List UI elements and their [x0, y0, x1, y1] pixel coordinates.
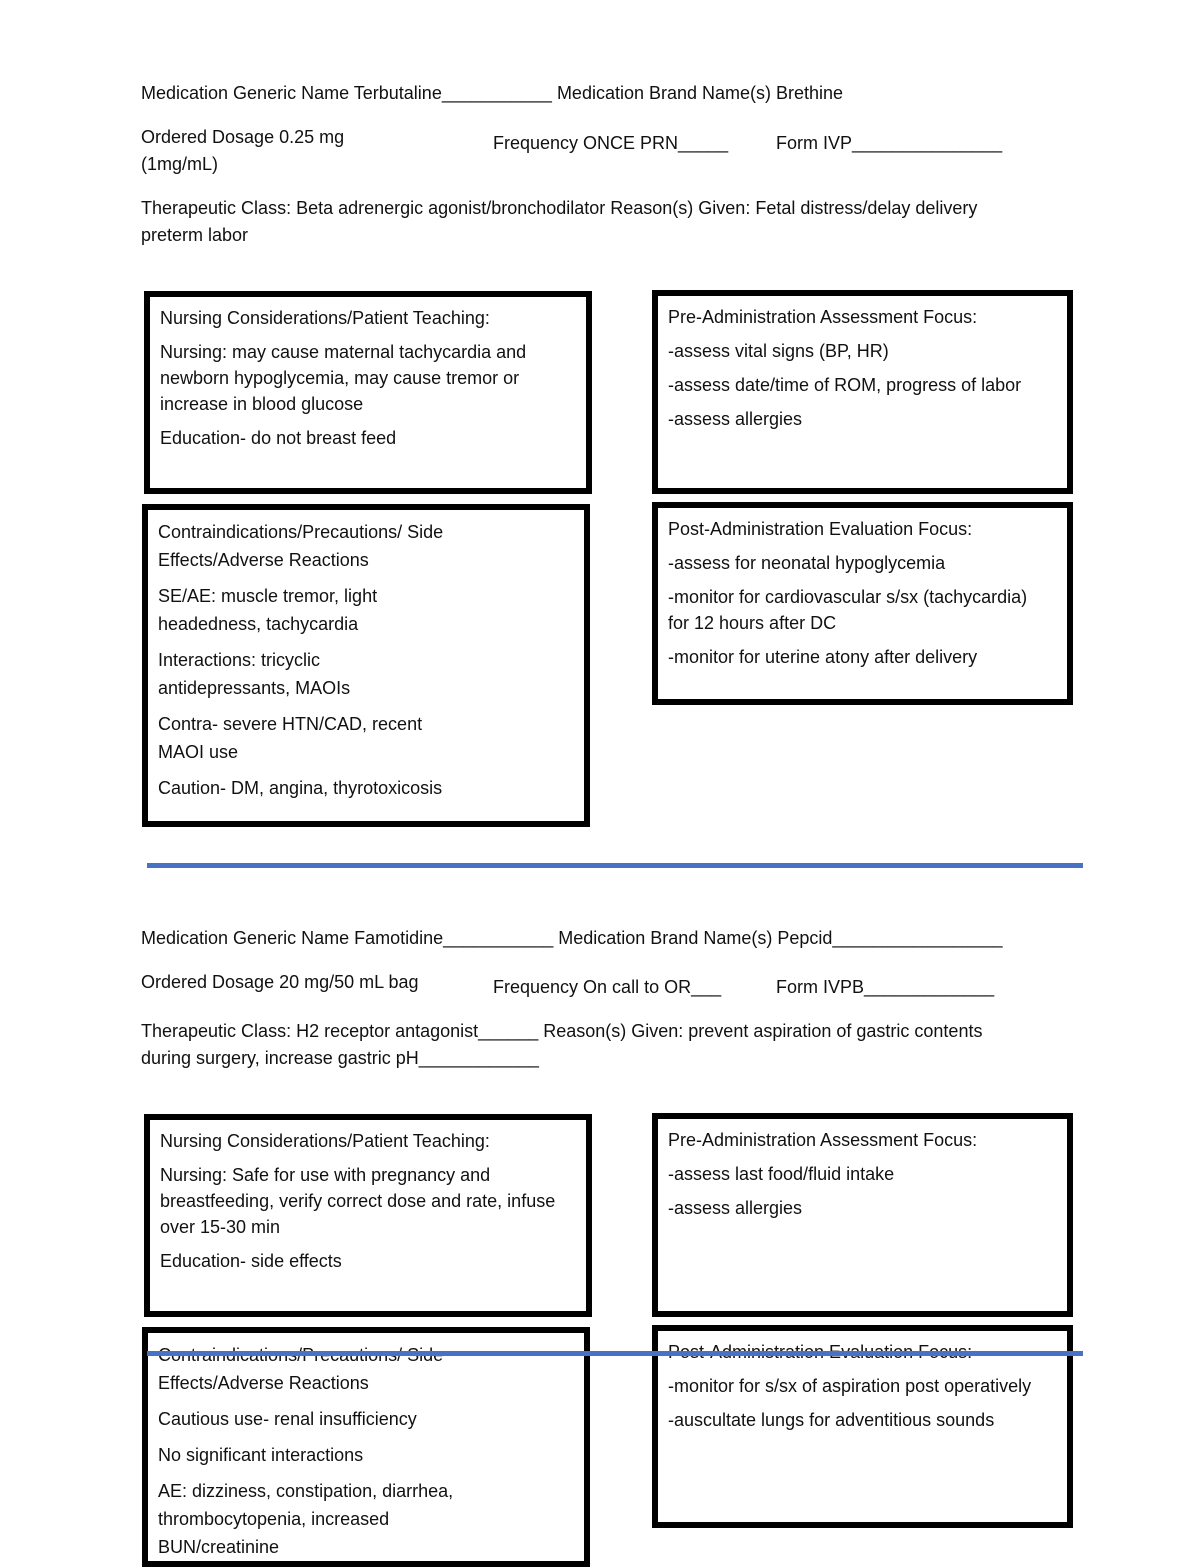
med1-contraindications-box: [142, 504, 590, 827]
nursing-title: Nursing Considerations/Patient Teaching:: [160, 1131, 490, 1151]
med2-contraindications-box: [142, 1327, 590, 1567]
post-admin-item: -auscultate lungs for adventitious sounds: [668, 1410, 995, 1430]
pre-admin-item: -assess vital signs (BP, HR): [668, 341, 889, 361]
interactions: Interactions: tricyclic antidepressants, MAOIs: [158, 650, 351, 698]
med1-dosage: Ordered Dosage 0.25 mg: [141, 127, 345, 147]
post-admin-title: Post-Administration Evaluation Focus:: [668, 519, 973, 539]
med1-nursing-box: [144, 291, 592, 494]
cautions: Cautious use- renal insufficiency: [158, 1409, 417, 1429]
med1-form: Form IVP_______________: [776, 133, 1003, 153]
pre-admin-item: -assess allergies: [668, 1198, 803, 1218]
med1-post-admin-box: [652, 502, 1073, 705]
med1-generic-brand-line: Medication Generic Name Terbutaline___________ Medication Brand Name(s) Brethine: [141, 83, 844, 103]
pre-admin-item: -assess date/time of ROM, progress of labor: [668, 375, 1022, 395]
med1-pre-admin-box: [652, 290, 1073, 494]
med2-dosage: Ordered Dosage 20 mg/50 mL bag: [141, 972, 419, 992]
med2-therapeutic-class: Therapeutic Class: H2 receptor antagonist______ Reason(s) Given: prevent aspiration of gastric contents: [141, 1021, 983, 1041]
pre-admin-item: -assess allergies: [668, 409, 803, 429]
section-divider: [147, 863, 1083, 868]
med2-frequency: Frequency On call to OR___: [493, 977, 722, 997]
education-notes: Education- side effects: [160, 1251, 342, 1271]
post-admin-item: -monitor for cardiovascular s/sx (tachycardia) for 12 hours after DC: [668, 587, 1028, 633]
contra-title: Contraindications/Precautions/ Side Effects/Adverse Reactions: [158, 522, 444, 570]
adverse-effects: AE: dizziness, constipation, diarrhea, thrombocytopenia, increased BUN/creatinine: [158, 1481, 454, 1557]
post-admin-item: -monitor for uterine atony after delivery: [668, 647, 978, 667]
med2-reason-continued: during surgery, increase gastric pH____________: [141, 1048, 539, 1068]
med1-frequency: Frequency ONCE PRN_____: [493, 133, 729, 153]
pre-admin-title: Pre-Administration Assessment Focus:: [668, 1130, 978, 1150]
side-effects: SE/AE: muscle tremor, light headedness, tachycardia: [158, 586, 378, 634]
nursing-notes: Nursing: may cause maternal tachycardia and newborn hypoglycemia, may cause tremor or increase in blood glucose: [160, 342, 527, 414]
med1-reason-continued: preterm labor: [141, 225, 249, 245]
contraindications: Contra- severe HTN/CAD, recent MAOI use: [158, 714, 423, 762]
med1-dosage-concentration: (1mg/mL): [141, 154, 219, 174]
med1-therapeutic-class: Therapeutic Class: Beta adrenergic agonist/bronchodilator Reason(s) Given: Fetal distress/delay delivery: [141, 198, 978, 218]
pre-admin-item: -assess last food/fluid intake: [668, 1164, 895, 1184]
nursing-title: Nursing Considerations/Patient Teaching:: [160, 308, 490, 328]
overlay-divider: [147, 1351, 1083, 1356]
post-admin-item: -assess for neonatal hypoglycemia: [668, 553, 946, 573]
nursing-notes: Nursing: Safe for use with pregnancy and breastfeeding, verify correct dose and rate, infuse over 15-30 min: [160, 1165, 556, 1237]
cautions: Caution- DM, angina, thyrotoxicosis: [158, 778, 443, 798]
pre-admin-title: Pre-Administration Assessment Focus:: [668, 307, 978, 327]
contra-title: Effects/Adverse Reactions: [158, 1373, 369, 1393]
med2-generic-brand-line: Medication Generic Name Famotidine___________ Medication Brand Name(s) Pepcid_________________: [141, 928, 1003, 948]
interactions: No significant interactions: [158, 1445, 364, 1465]
med2-nursing-box: [144, 1114, 592, 1317]
education-notes: Education- do not breast feed: [160, 428, 397, 448]
med2-pre-admin-box: [652, 1113, 1073, 1317]
med2-form: Form IVPB_____________: [776, 977, 995, 997]
post-admin-item: -monitor for s/sx of aspiration post operatively: [668, 1376, 1032, 1396]
